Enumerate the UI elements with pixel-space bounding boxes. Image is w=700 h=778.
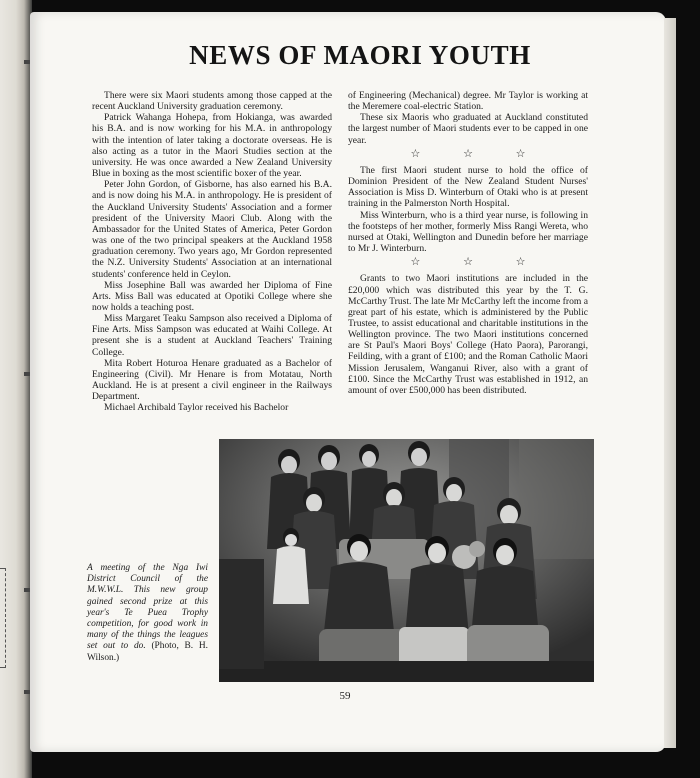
scan-edge-strip (0, 568, 6, 668)
group-photo (219, 439, 594, 682)
photo-caption (87, 563, 208, 664)
paragraph: Mita Robert Hoturoa Henare graduated as a Bachelor of Engineering (Civil). Mr Henare is from Motatau, North Auckland. He is at present a civil engineer in the Railways Department. (92, 357, 332, 403)
paragraph: Miss Margaret Teaku Sampson also received a Diploma of Fine Arts. Miss Sampson was educated at Waihi College. At present she is a student at Auckland Teachers' Training College. (92, 313, 332, 358)
right-column (348, 90, 588, 396)
paragraph-continuation: of Engineering (Mechanical) degree. Mr Taylor is working at the Meremere coal-electric Station. (348, 90, 588, 113)
star-separator: ☆ ☆ ☆ (410, 256, 546, 269)
page-number: 59 (339, 690, 351, 702)
photo-credit: (Photo, B. H. Wilson.) (87, 641, 209, 663)
group-photo-illustration (219, 439, 594, 682)
caption-text: A meeting of the Nga Iwi District Council of the M.W.W.L. This new group gained second prize at this year's Te Puea Trophy competition, for good work in many of the things the leagues set out to do. (87, 563, 208, 652)
left-column (92, 90, 332, 414)
paragraph: There were six Maori students among those capped at the recent Auckland University graduation ceremony. (92, 90, 332, 113)
paragraph: Patrick Wahanga Hohepa, from Hokianga, was awarded his B.A. and is now working for his M.A. in anthropology with the intention of later taking a doctorate overseas. He is also acting as a tutor in the Maori Studies section at the university. He was once awarded a New Zealand University Blue in boxing as the most scientific boxer of the year. (92, 112, 332, 180)
headline: NEWS OF MAORI YOUTH (189, 40, 531, 70)
scan-left-margin (0, 0, 32, 778)
paragraph: Michael Archibald Taylor received his Bachelor (104, 402, 289, 414)
paragraph: Miss Winterburn, who is a third year nurse, is following in the footsteps of her mother, formerly Miss Rangi Wereta, who nursed at Otaki, Wellington and Dunedin before her marriage to Mr J. Winterburn. (348, 209, 588, 255)
page-right-edge (664, 18, 676, 748)
paragraph: Peter John Gordon, of Gisborne, has also earned his B.A. and is now doing his M.A. in anthropology. He is president of the Auckland University Students' Association and a former president of the University Maori Club. Along with the Ambassador for the United States of America, Peter Gordon was one of the two principal speakers at the Auckland 1958 graduation ceremony. Two years ago, Mr Gordon represented the N.Z. University Students' Association at an international students' conference held in Ceylon. (92, 179, 332, 280)
paragraph: Miss Josephine Ball was awarded her Diploma of Fine Arts. Miss Ball was educated at Opotiki College where she now holds a teaching post. (92, 279, 332, 313)
paragraph: Grants to two Maori institutions are included in the £20,000 which was distributed this year by the T. G. McCarthy Trust. The late Mr McCarthy left the income from a great part of his estate, which is administered by the Public Trustee, to assist educational and charitable institutions in the Wellington province. The two Maori institutions concerned are St Paul's Maori Boys' College (Hato Paora), Parorangi, Feilding, with a grant of £100; and the Roman Catholic Maori Mission Jerusalem, Wanganui River, also with a grant of £100. Since the McCarthy Trust was established in 1912, an amount of over £500,000 has been distributed. (348, 273, 588, 396)
star-separator: ☆ ☆ ☆ (410, 147, 546, 160)
paragraph: These six Maoris who graduated at Auckland constituted the largest number of Maori students ever to be capped in one year. (348, 112, 588, 146)
paragraph: The first Maori student nurse to hold the office of Dominion President of the New Zealand Student Nurses' Association is Miss D. Winterburn of Otaki who is at present training in the Palmerston North Hospital. (348, 164, 588, 210)
